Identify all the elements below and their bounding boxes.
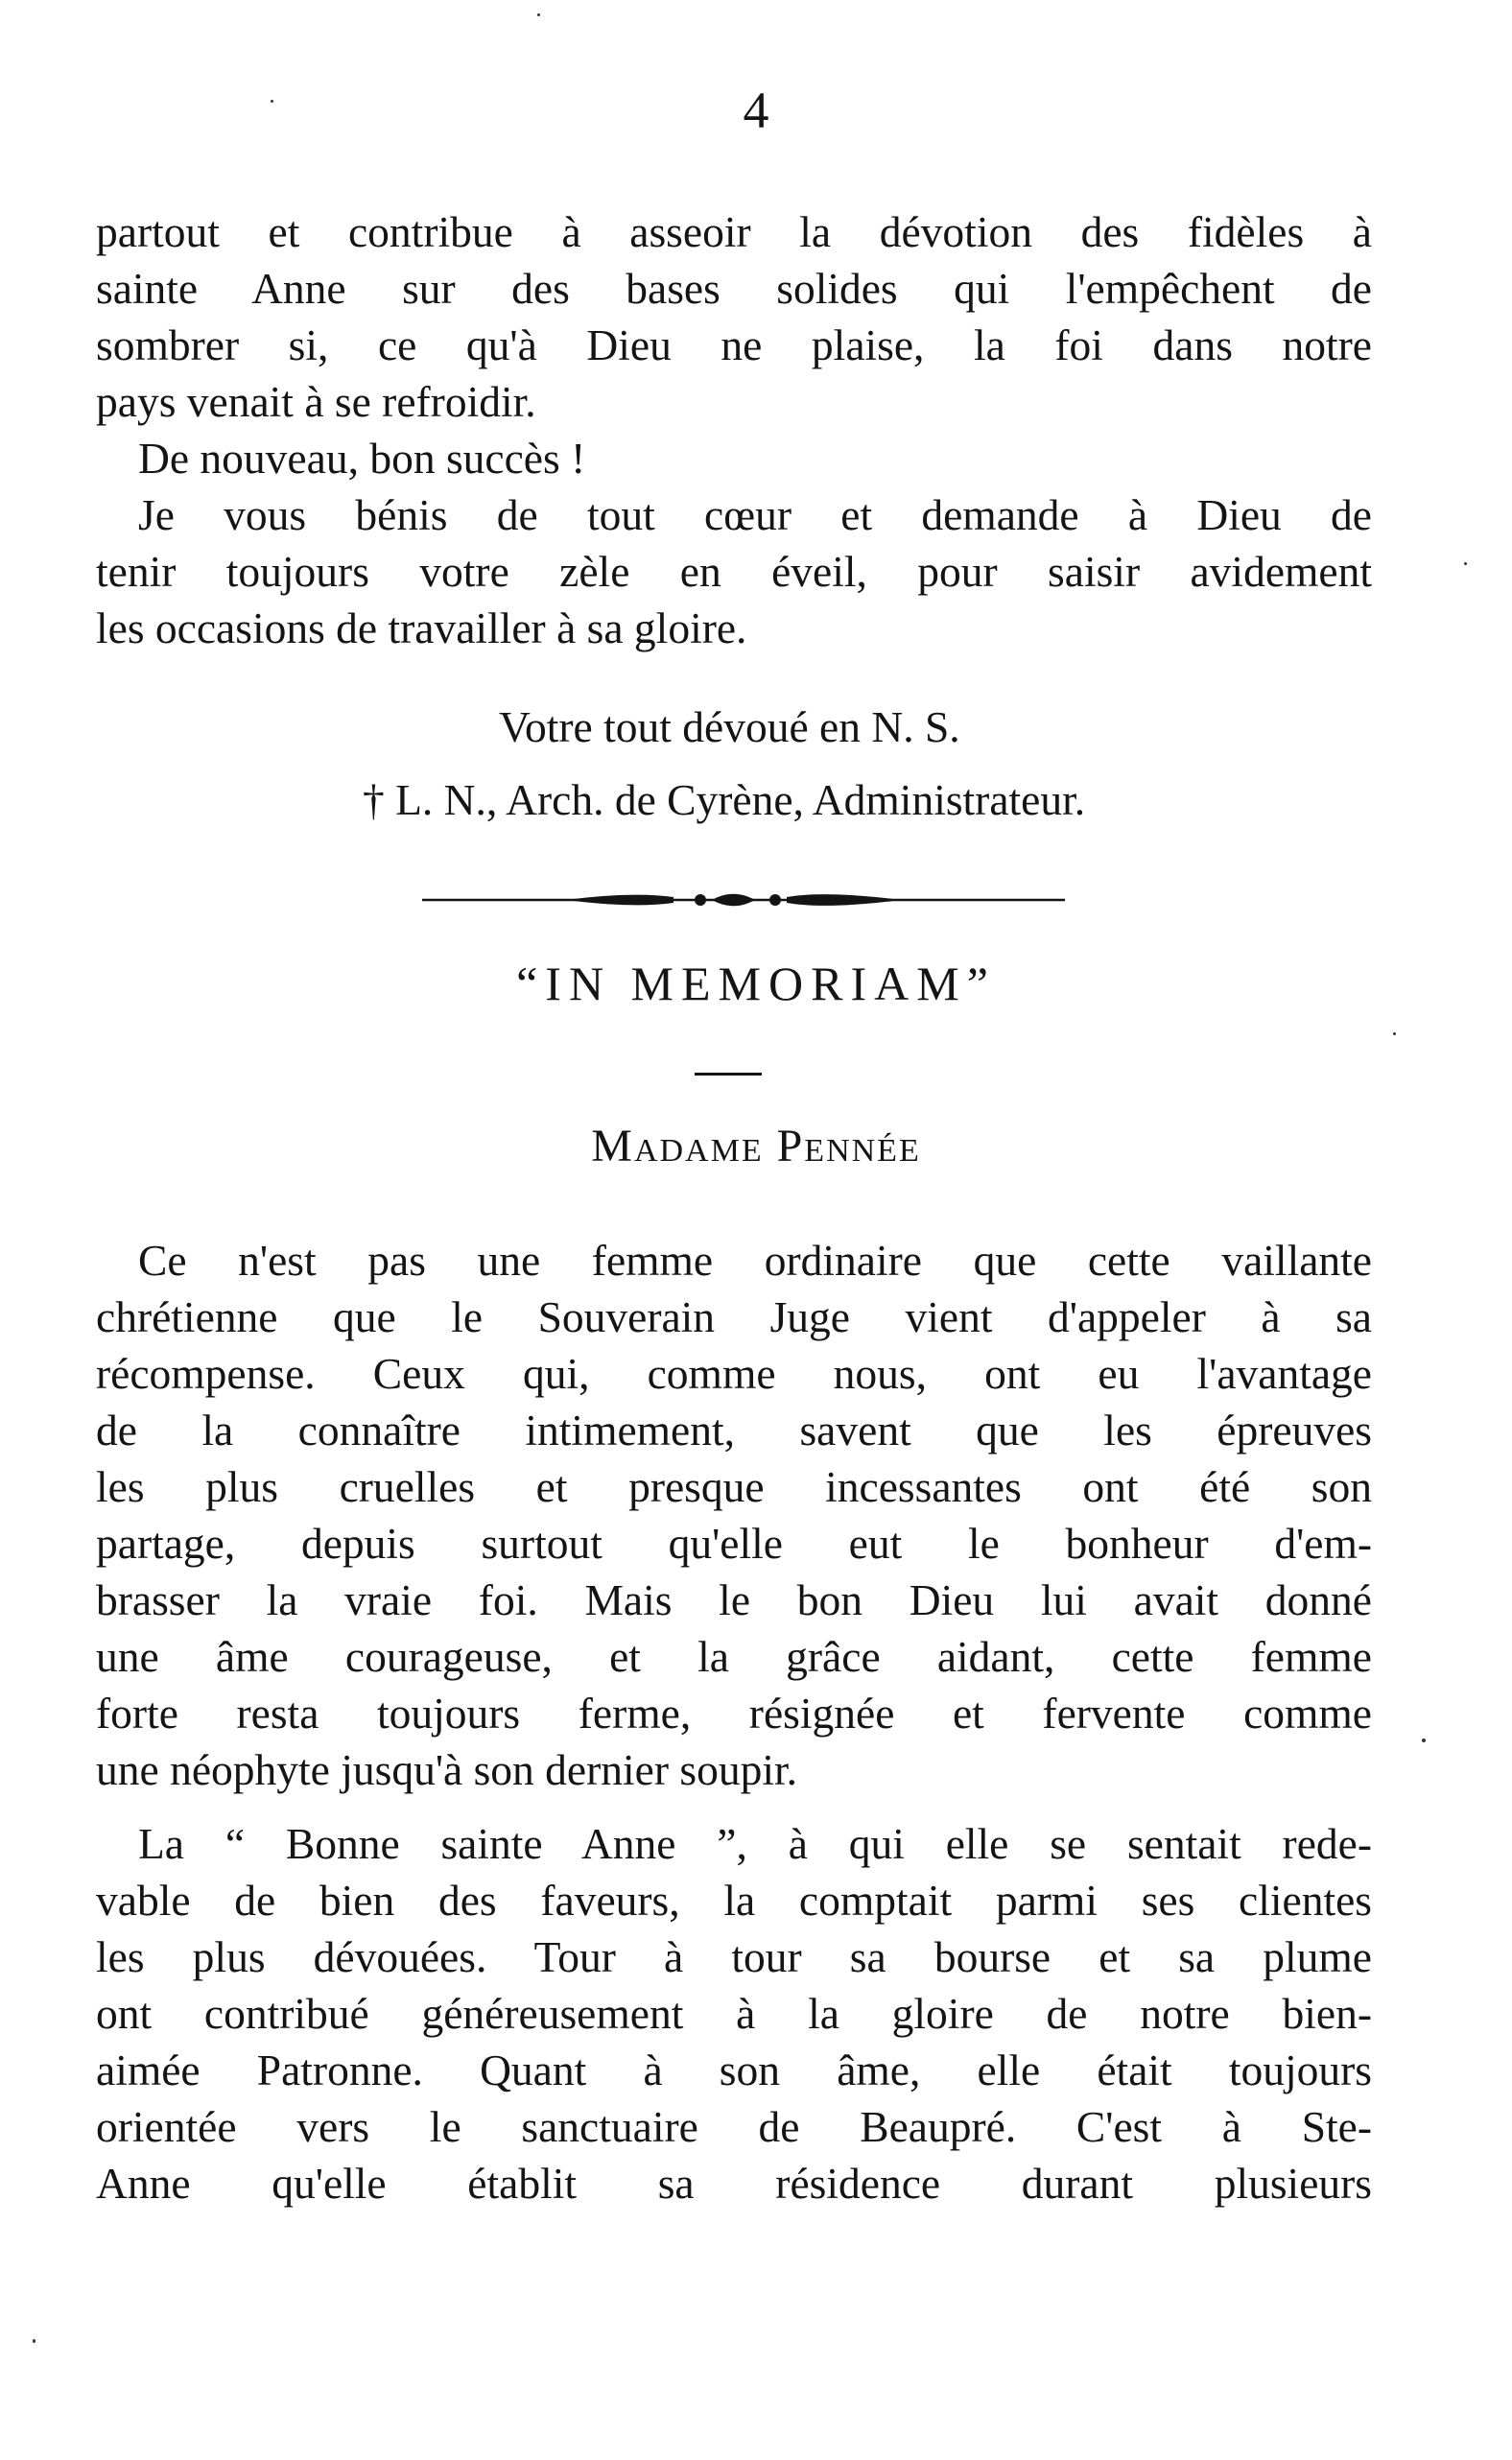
text-line: De nouveau, bon succès ! [138,434,586,483]
text-line: de la connaître intimement, savent que les épreuves [96,1406,1372,1455]
print-speck [537,13,540,16]
text-line: Ce n'est pas une femme ordinaire que cette vaillante [138,1236,1372,1285]
text-line: une néophyte jusqu'à son dernier soupir. [96,1745,797,1794]
print-speck [33,2339,35,2343]
letter-closing: Votre tout dévoué en N. S. [499,702,960,751]
text-line: forte resta toujours ferme, résignée et fervente comme [96,1689,1372,1738]
text-line: pays venait à se refroidir. [96,377,536,426]
text-line: une âme courageuse, et la grâce aidant, cette femme [96,1632,1372,1681]
text-line: Anne qu'elle établit sa résidence durant plusieurs [96,2159,1372,2208]
letter-paragraph-1 [96,203,1372,656]
heading-rule [695,1073,762,1076]
ornamental-divider [422,881,1065,919]
text-line: les plus dévouées. Tour à tour sa bourse et sa plume [96,1932,1372,1981]
print-speck [1422,1739,1426,1742]
print-speck [1393,1032,1396,1035]
body-paragraph-2 [96,1815,1372,2212]
text-line: récompense. Ceux qui, comme nous, ont eu l'avantage [96,1349,1372,1398]
text-line: brasser la vraie foi. Mais le bon Dieu lui avait donné [96,1575,1372,1624]
text-line: La “ Bonne sainte Anne ”, à qui elle se sentait rede- [138,1819,1372,1868]
section-subheading: Madame Pennée [591,1121,921,1171]
text-line: partage, depuis surtout qu'elle eut le bonheur d'em- [96,1519,1372,1568]
body-paragraph-1 [96,1232,1372,1798]
section-heading: “IN MEMORIAM” [516,957,996,1010]
text-line: Je vous bénis de tout cœur et demande à Dieu de [138,490,1372,539]
text-line: sombrer si, ce qu'à Dieu ne plaise, la foi dans notre [96,320,1372,369]
text-line: ont contribué généreusement à la gloire de notre bien- [96,1989,1372,2038]
text-line: aimée Patronne. Quant à son âme, elle était toujours [96,2046,1372,2094]
text-line: les occasions de travailler à sa gloire. [96,603,747,652]
print-speck [1464,562,1467,565]
text-line: partout et contribue à asseoir la dévotion des fidèles à [96,207,1372,256]
text-line: orientée vers le sanctuaire de Beaupré. C'est à Ste- [96,2102,1372,2151]
text-line: tenir toujours votre zèle en éveil, pour saisir avidement [96,547,1372,596]
print-speck [271,100,273,103]
text-line: vable de bien des faveurs, la comptait parmi ses clientes [96,1876,1372,1925]
letter-signature: † L. N., Arch. de Cyrène, Administrateur. [363,775,1086,824]
text-line: chrétienne que le Souverain Juge vient d'appeler à sa [96,1292,1372,1341]
text-line: les plus cruelles et presque incessantes ont été son [96,1462,1372,1511]
page-number: 4 [743,82,769,139]
text-line: sainte Anne sur des bases solides qui l'empêchent de [96,264,1372,313]
